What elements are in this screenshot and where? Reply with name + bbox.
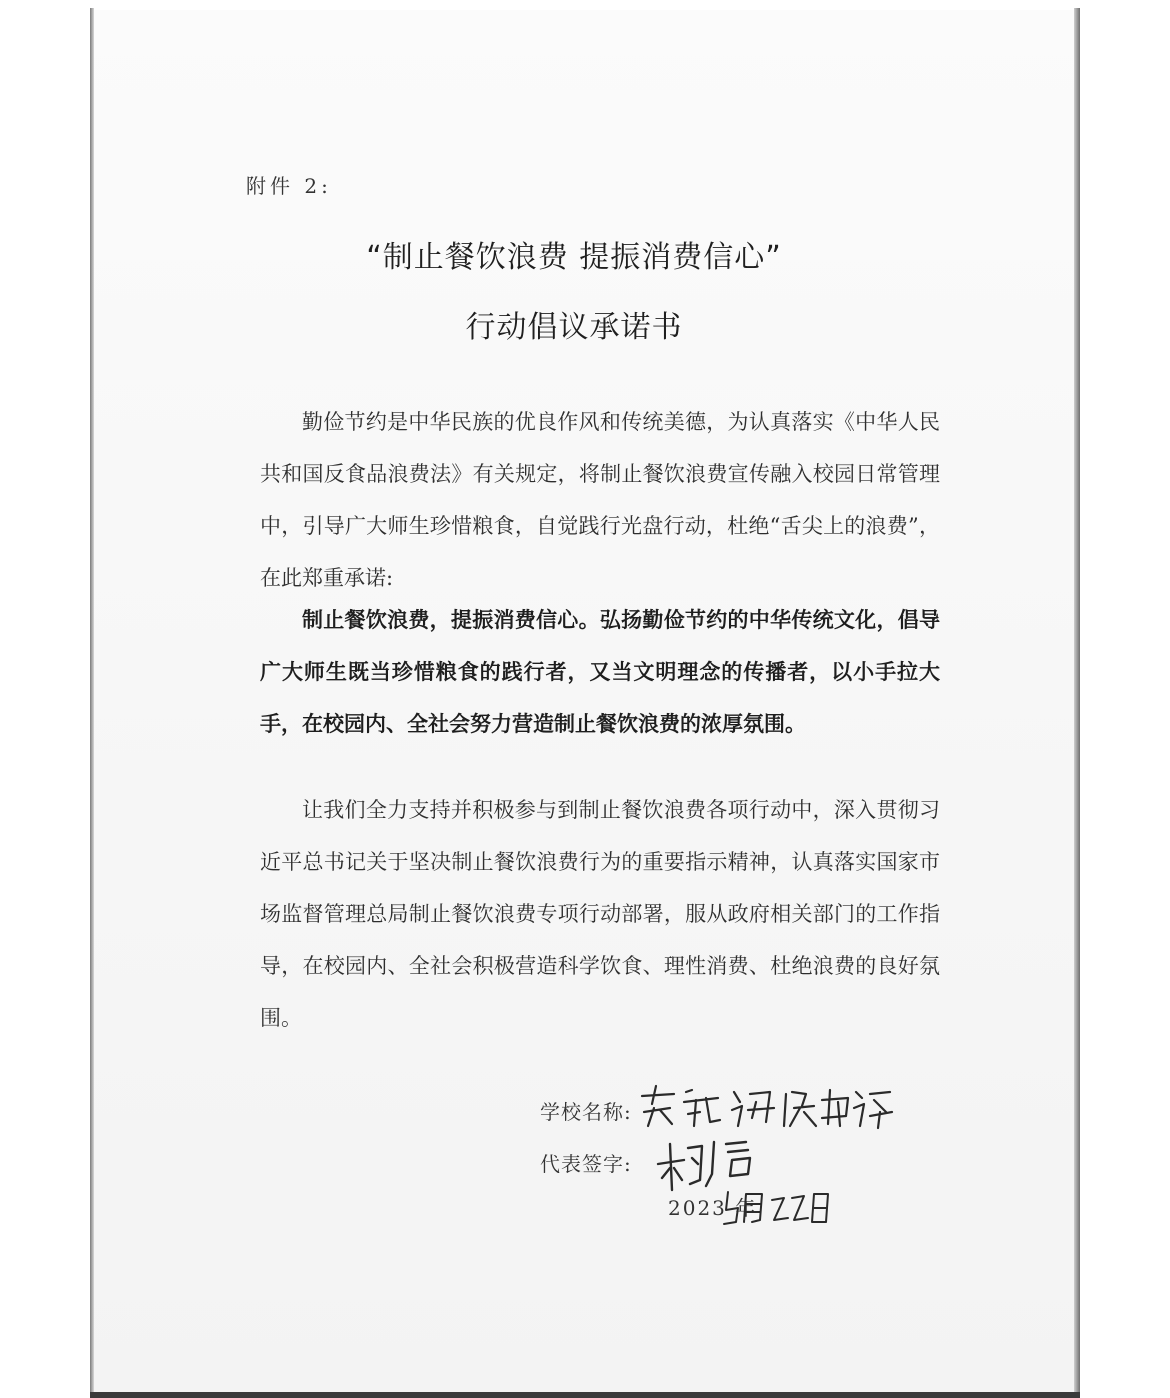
paragraph-action: 让我们全力支持并积极参与到制止餐饮浪费各项行动中，深入贯彻习近平总书记关于坚决制止餐饮浪费行为的重要指示精神，认真落实国家市场监督管理总局制止餐饮浪费专项行动部署，服从政府相关部门的工作指导，在校园内、全社会积极营造科学饮食、理性消费、杜绝浪费的良好氛围。: [260, 798, 940, 1030]
document-title-line1: “制止餐饮浪费 提振消费信心”: [366, 240, 782, 275]
paper-edge-bottom: [90, 1392, 1080, 1398]
paragraph-pledge: 制止餐饮浪费，提振消费信心。弘扬勤俭节约的中华传统文化，倡导广大师生既当珍惜粮食的践行者，又当文明理念的传播者，以小手拉大手，在校园内、全社会努力营造制止餐饮浪费的浓厚氛围。: [260, 607, 940, 736]
school-name-label: 学校名称:: [540, 1100, 632, 1124]
school-name-handwriting: [634, 1082, 894, 1132]
paragraph-intro: 勤俭节约是中华民族的优良作风和传统美德，为认真落实《中华人民共和国反食品浪费法》有关规定，将制止餐饮浪费宣传融入校园日常管理中，引导广大师生珍惜粮食，自觉践行光盘行动，杜绝“舌尖上的浪费”，在此郑重承诺:: [260, 410, 940, 590]
paper-edge-right: [1074, 8, 1080, 1398]
representative-signature: [654, 1134, 764, 1194]
document-title-line2: 行动倡议承诺书: [465, 310, 683, 345]
attachment-label: 附件 2:: [246, 174, 332, 198]
document-page: [94, 10, 1074, 1392]
date-handwriting: [722, 1186, 832, 1226]
representative-label: 代表签字:: [540, 1152, 632, 1176]
date-year: 2023 年: [668, 1196, 758, 1220]
